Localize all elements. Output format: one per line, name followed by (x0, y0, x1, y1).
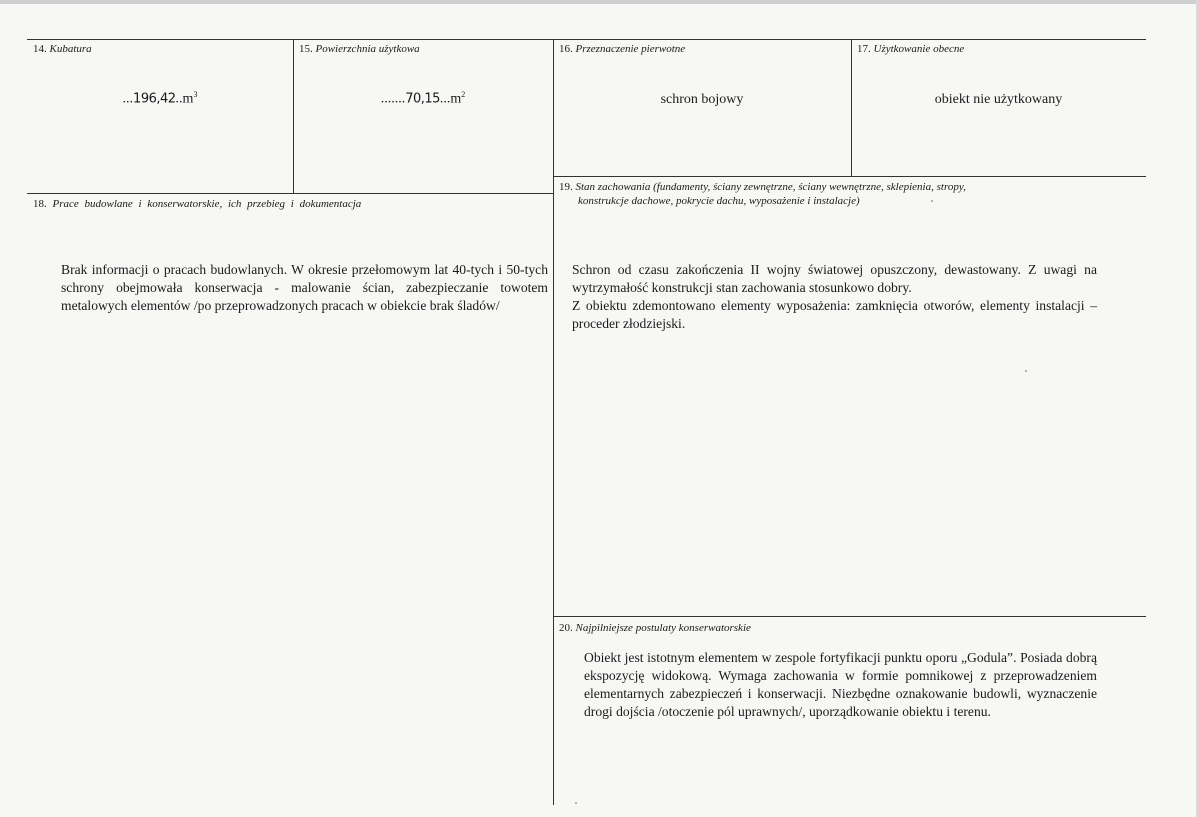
field-16-label (559, 43, 685, 56)
divider-14-15 (293, 39, 294, 194)
field-15-label (299, 43, 420, 56)
divider-left-right (553, 39, 554, 805)
field-16-title: Przeznaczenie pierwotne (575, 43, 686, 55)
field-18-label (33, 198, 361, 211)
field-19-text (572, 261, 1097, 333)
field-17-label (857, 43, 964, 56)
field-16-number: 16. (559, 43, 573, 55)
scan-speck (1025, 370, 1027, 372)
field-19-label-line2: konstrukcje dachowe, pokrycie dachu, wyposażenie i instalacje) (578, 195, 860, 207)
scan-speck (575, 802, 577, 804)
conservation-postulates-paragraph: Obiekt jest istotnym elementem w zespole fortyfikacji punktu oporu „Godula”. Posiada dobrą ekspozycję widokową. Wymaga zachowania w formie pomnikowej z przeprowadzeniem elementarnych zabezpieczeń i konserwacji. Niezbędne oznakowanie budowli, wyznaczenie drogi dojścia /otoczenie pól uprawnych/, uporządkowanie obiektu i terenu. (584, 650, 1097, 719)
scan-edge-top (0, 0, 1199, 4)
field-18-title: Prace budowlane i konserwatorskie, ich przebieg i dokumentacja (52, 198, 362, 210)
condition-paragraph-2: Z obiektu zdemontowano elementy wyposażenia: zamknięcia otworów, elementy instalacji – proceder złodziejski. (572, 298, 1097, 331)
divider-19-20 (553, 616, 1146, 617)
field-15-number: 15. (299, 43, 313, 55)
field-15-value: $.......70,15...m^2$ (380, 90, 466, 107)
field-14-label (33, 43, 92, 56)
field-17-title: Użytkowanie obecne (873, 43, 965, 55)
field-19-title-line1: Stan zachowania (fundamenty, ściany zewnętrzne, ściany wewnętrzne, sklepienia, stropy, (575, 181, 966, 193)
top-border (27, 39, 1146, 40)
field-19-label (559, 181, 966, 194)
field-14-value: $...196,42..m^3$ (122, 90, 198, 107)
construction-works-paragraph: Brak informacji o pracach budowlanych. W okresie przełomowym lat 40-tych i 50-tych schrony obejmowała konserwacja - malowanie ścian, zabezpieczanie towotem metalowych elementów /po przeprowadzonych pracach w obiekcie brak śladów/ (61, 262, 548, 313)
divider-16-19 (553, 176, 1146, 177)
divider-14-18 (27, 193, 553, 194)
scan-speck (931, 200, 933, 202)
condition-paragraph-1: Schron od czasu zakończenia II wojny światowej opuszczony, dewastowany. Z uwagi na wytrzymałość konstrukcji stan zachowania stosunkowo dobry. (572, 262, 1097, 295)
field-17-value: obiekt nie użytkowany (934, 92, 1063, 107)
field-16-value: schron bojowy (660, 92, 744, 107)
field-17-number: 17. (857, 43, 871, 55)
field-20-number: 20. (559, 622, 573, 634)
cubature-value: 196,42 (133, 91, 176, 107)
field-20-label (559, 622, 751, 635)
field-18-number: 18. (33, 198, 47, 210)
divider-16-17 (851, 39, 852, 177)
field-20-title: Najpilniejsze postulaty konserwatorskie (575, 622, 751, 634)
field-19-number: 19. (559, 181, 573, 193)
usable-area-value: 70,15 (405, 91, 440, 107)
field-14-title: Kubatura (49, 43, 92, 55)
field-20-text (584, 649, 1097, 721)
field-15-title: Powierzchnia użytkowa (315, 43, 420, 55)
field-18-text (61, 261, 548, 315)
field-14-number: 14. (33, 43, 47, 55)
